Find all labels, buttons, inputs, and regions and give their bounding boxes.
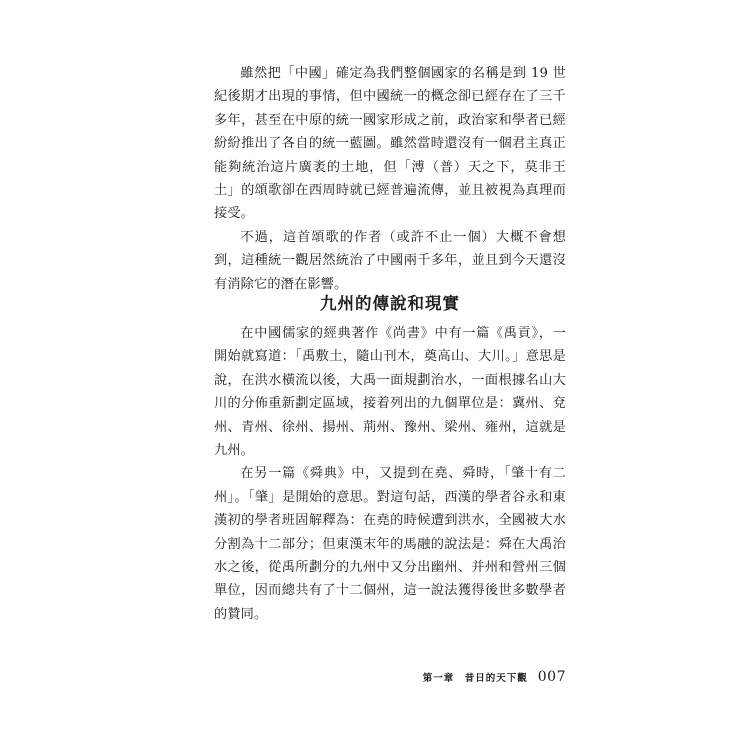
text-block-top <box>214 62 566 296</box>
page-number: 007 <box>537 669 566 685</box>
paragraph: 雖然把「中國」確定為我們整個國家的名稱是到 19 世紀後期才出現的事情，但中國統一的概念卻已經存在了三千多年，甚至在中原的統一國家形成之前，政治家和學者已經紛紛推出了各自的統一藍圖。雖然當時還沒有一個君主真正能夠統治這片廣袤的土地，但「溥（普）天之下，莫非王土」的頌歌卻在西周時就已經普遍流傳，並且被視為真理而接受。 <box>214 66 566 222</box>
text-block-bottom <box>214 322 566 626</box>
paragraph: 在另一篇《舜典》中，又提到在堯、舜時，「肇十有二州」。「肇」是開始的意思。對這句話，西漢的學者谷永和東漢初的學者班固解釋為：在堯的時候遭到洪水，全國被大水分割為十二部分；但東漢末年的馬融的說法是：舜在大禹治水之後，從禹所劃分的九州中又分出幽州、并州和營州三個單位，因而總共有了十二個州，這一說法獲得後世多數學者的贊同。 <box>214 466 566 622</box>
paragraph: 不過，這首頌歌的作者（或許不止一個）大概不會想到，這種統一觀居然統治了中國兩千多年，並且到今天還沒有消除它的潛在影響。 <box>214 229 566 292</box>
running-footer <box>423 669 566 685</box>
section-heading: 九州的傳說和現實 <box>320 294 460 313</box>
chapter-label: 第一章 昔日的天下觀 <box>422 673 528 684</box>
paragraph: 在中國儒家的經典著作《尚書》中有一篇《禹貢》，一開始就寫道：「禹敷土，隨山刊木，奠高山、大川。」意思是說，在洪水橫流以後，大禹一面規劃治水，一面根據名山大川的分佈重新劃定區域，接着列出的九個單位是：冀州、兗州、青州、徐州、揚州、荊州、豫州、梁州、雍州，這就是九州。 <box>214 326 566 459</box>
